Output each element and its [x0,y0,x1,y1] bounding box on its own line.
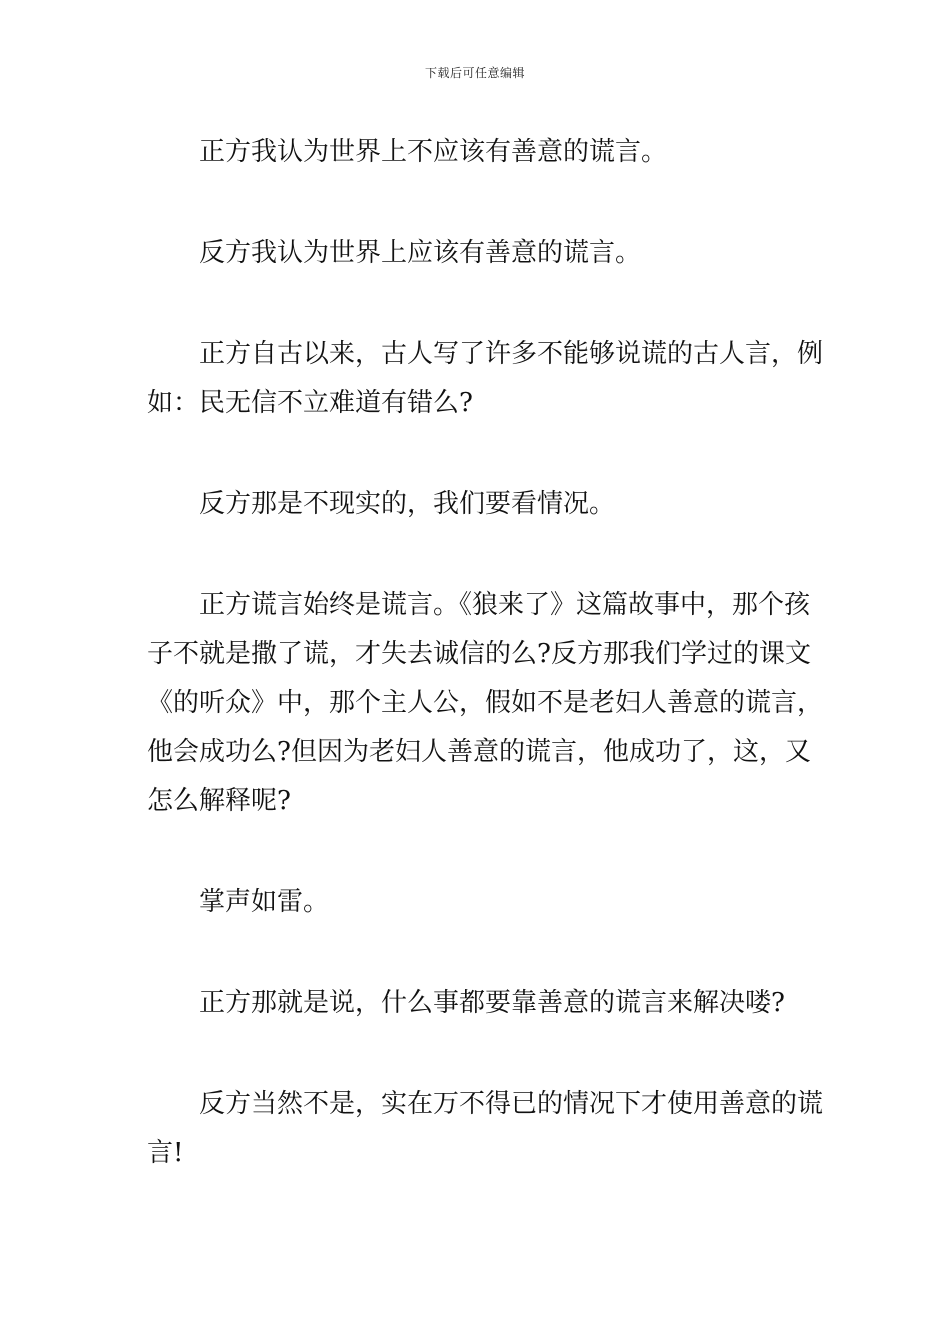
paragraph-8: 反方当然不是，实在万不得已的情况下才使用善意的谎言! [147,1089,824,1168]
paragraph-2: 反方我认为世界上应该有善意的谎言。 [199,238,642,268]
paragraph-3: 正方自古以来，古人写了许多不能够说谎的古人言，例如：民无信不立难道有错么? [147,339,824,418]
page-header-note: 下载后可任意编辑 [424,66,525,80]
paragraph-7: 正方那就是说，什么事都要靠善意的谎言来解决喽? [199,988,785,1018]
paragraph-6: 掌声如雷。 [199,887,330,917]
paragraph-1: 正方我认为世界上不应该有善意的谎言。 [199,137,668,167]
document-body [147,128,827,1230]
paragraph-4: 反方那是不现实的，我们要看情况。 [199,489,616,519]
paragraph-5: 正方谎言始终是谎言。《狼来了》这篇故事中，那个孩子不就是撒了谎，才失去诚信的么?反方那我们学过的课文《的听众》中，那个主人公，假如不是老妇人善意的谎言，他会成功么?但因为老妇人善意的谎言，他成功了，这，又怎么解释呢? [147,590,824,816]
